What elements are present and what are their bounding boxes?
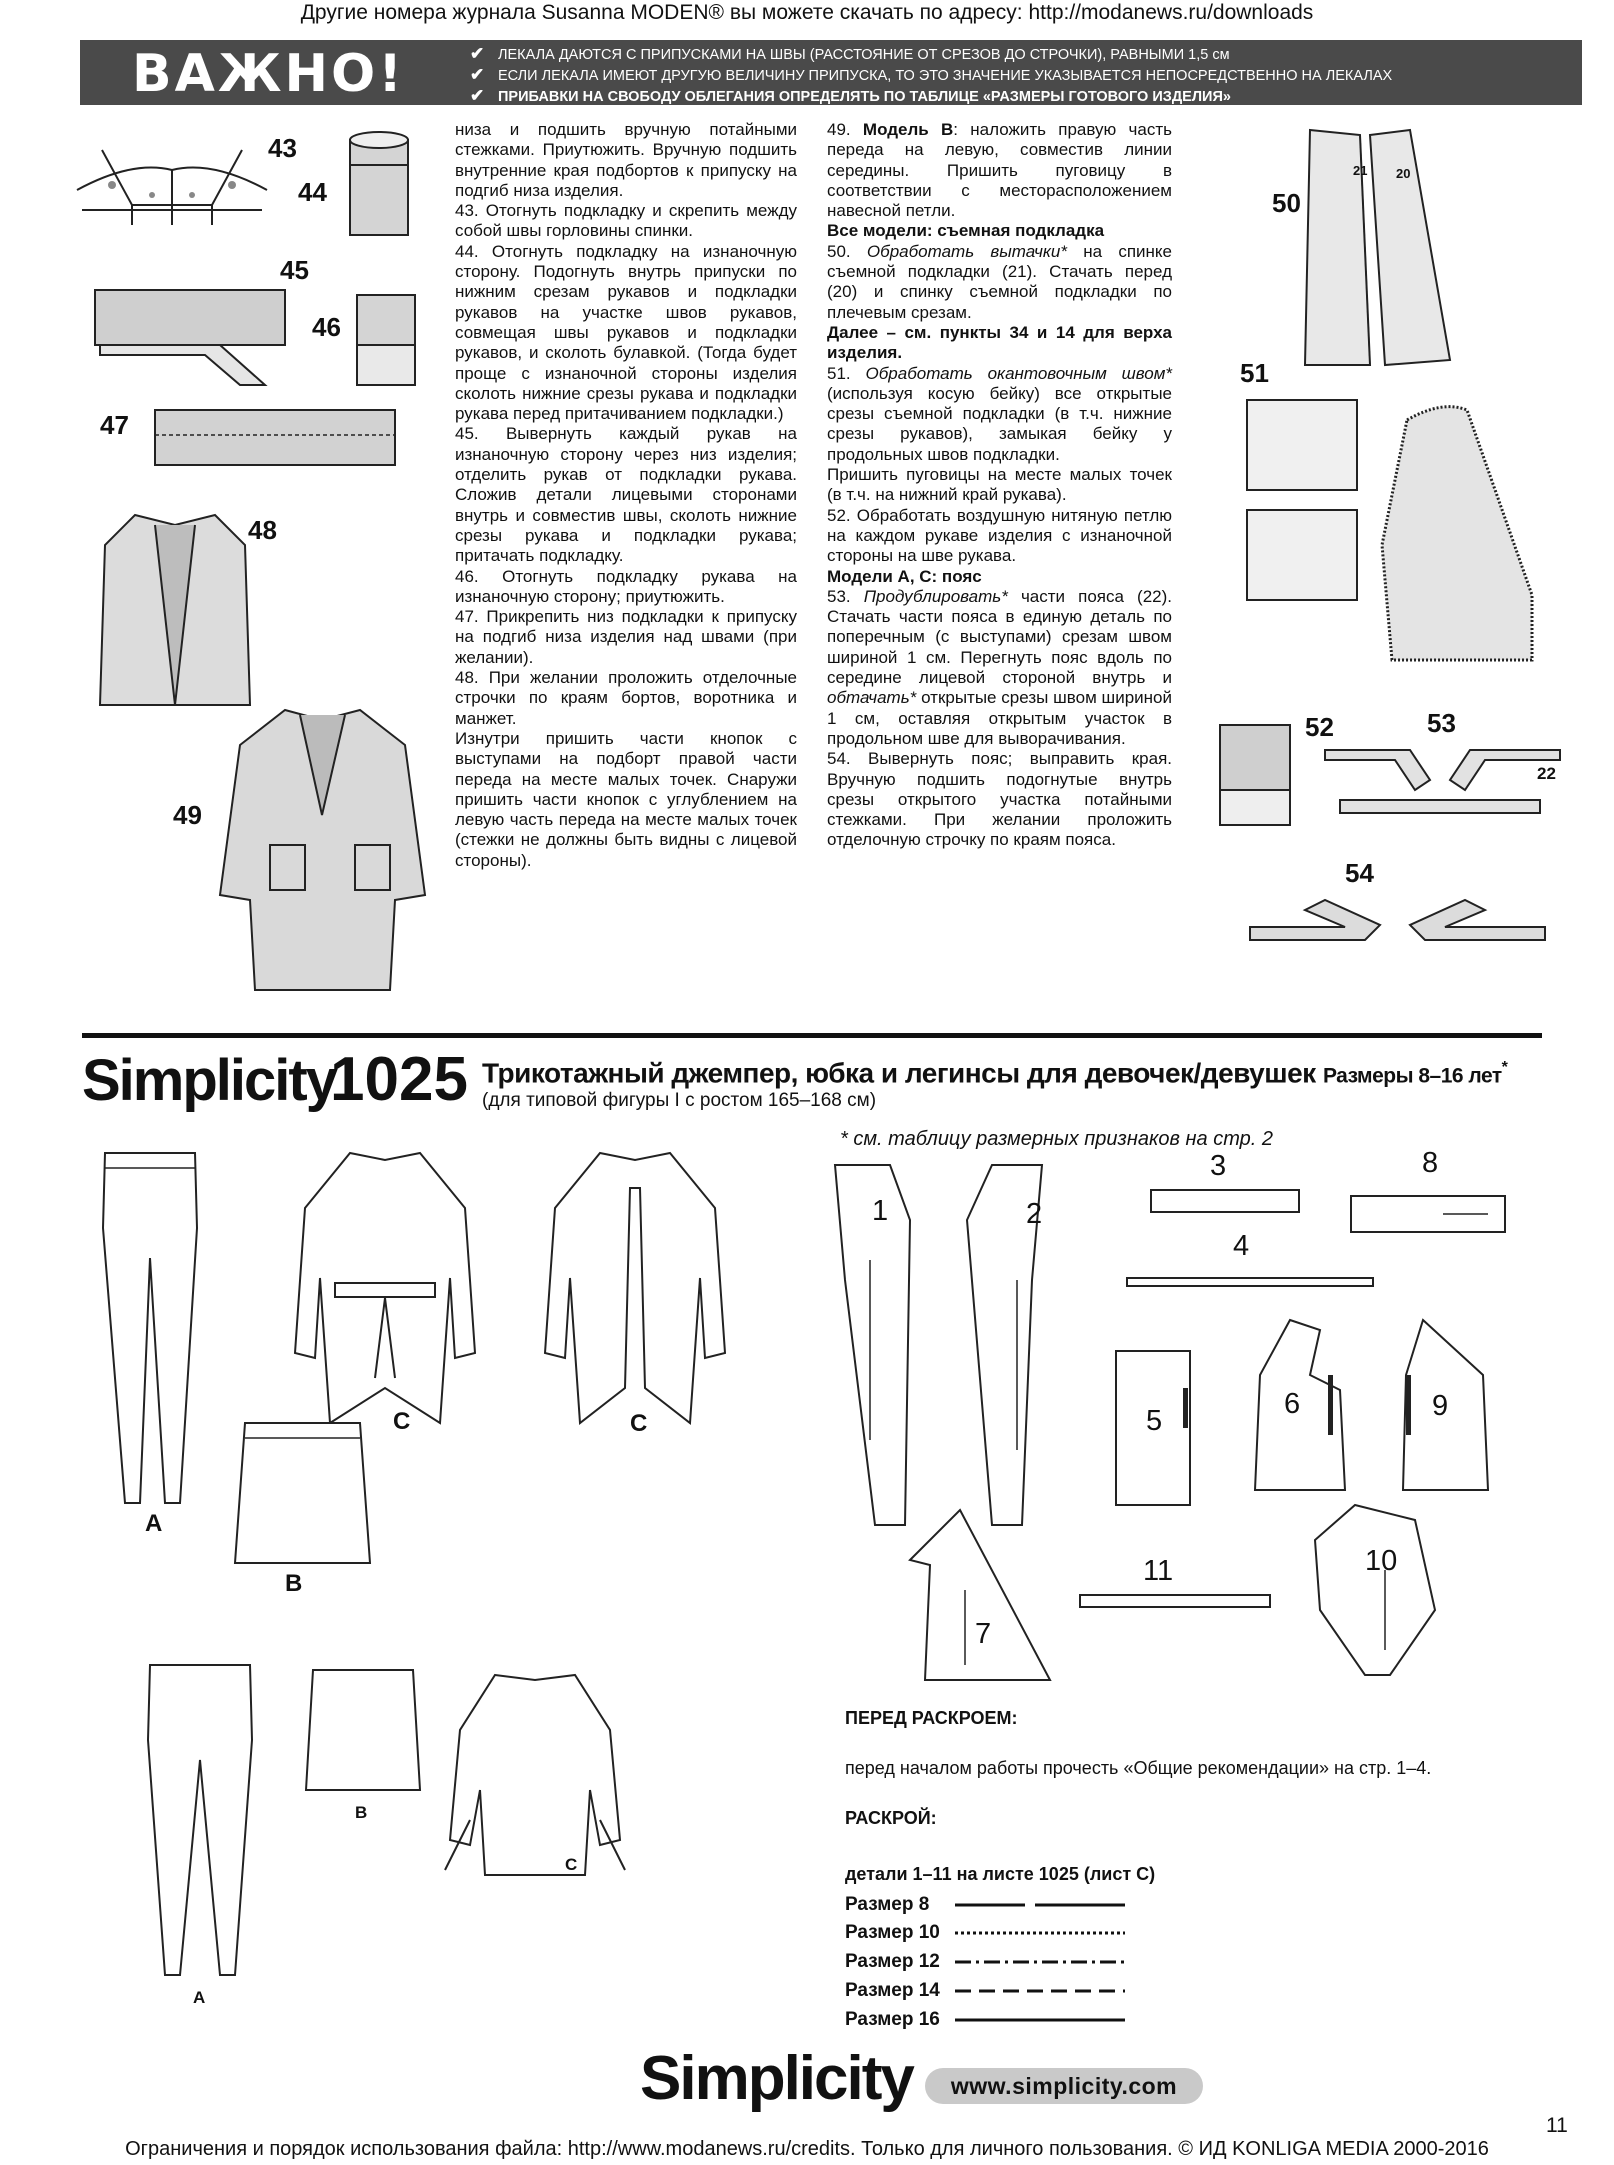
pattern-piece-7: [905, 1505, 1055, 1685]
size-16-legend: Размер 16: [845, 2009, 940, 2030]
pattern-piece-2: [962, 1160, 1062, 1530]
view-a-leggings-drawing: [95, 1148, 205, 1508]
view-letter-c: C: [393, 1408, 411, 1435]
pattern-piece-4: [1125, 1276, 1375, 1290]
pattern-piece-8: [1348, 1193, 1508, 1235]
piece-number-3: 3: [1210, 1150, 1227, 1182]
step-54: 54. Вывернуть пояс; выправить края. Вручную подшить подогнутые внутрь срезы открытого участка потайными стежками. При желании проложить отделочную строчку по краям пояса.: [827, 749, 1172, 850]
piece-number-6: 6: [1284, 1388, 1301, 1420]
col1-paragraph: 46. Отогнуть подкладку рукава на изнаночную сторону; приутюжить.: [455, 566, 797, 606]
check-icon: ✔: [470, 86, 485, 105]
heading-next-steps: Далее – см. пункты 34 и 14 для верха изделия.: [827, 322, 1172, 363]
piece-number-10: 10: [1365, 1545, 1398, 1577]
page-number: 11: [1546, 2114, 1568, 2137]
banner-note-3: ✔ ПРИБАВКИ НА СВОБОДУ ОБЛЕГАНИЯ ОПРЕДЕЛЯТЬ ПО ТАБЛИЦЕ «РАЗМЕРЫ ГОТОВОГО ИЗДЕЛИЯ»: [470, 86, 1231, 105]
instructions-column-1: [455, 120, 797, 871]
figure-50-illustration: [1300, 120, 1460, 370]
piece-number-2: 2: [1026, 1198, 1043, 1230]
size-8-legend: Размер 8: [845, 1894, 930, 1915]
size-12-legend: Размер 12: [845, 1951, 940, 1972]
figure-47-illustration: [150, 405, 400, 475]
instructions-column-2: [827, 120, 1172, 851]
back-view-top-drawing: [440, 1670, 630, 1880]
piece-number-4: 4: [1233, 1230, 1250, 1262]
back-view-skirt-drawing: [303, 1665, 423, 1795]
step-49: 49. Модель В: наложить правую часть переда на левую, совместив линии середины. Пришить пуговицу в соответствии с месторасположением навесной петли.: [827, 120, 1172, 221]
view-letter-c-back: C: [565, 1855, 578, 1874]
figure-45-illustration: [90, 285, 290, 390]
step-53: 53. Продублировать* части пояса (22). Стачать части пояса в единую деталь по поперечным (с выступами) срезам швом шириной 1 см. Перегнуть пояс вдоль по середине лицевой стороной внутрь и обтачать* открытые срезы швом шириной 1 см, оставляя открытым участок в продольном шве для выворачивания.: [827, 586, 1172, 748]
view-letter-b: B: [285, 1570, 303, 1597]
piece-number-5: 5: [1146, 1405, 1163, 1437]
piece-number-11: 11: [1143, 1555, 1174, 1587]
before-cutting-text: перед началом работы прочесть «Общие рекомендации» на стр. 1–4.: [845, 1758, 1432, 1778]
check-icon: ✔: [470, 65, 485, 84]
col1-paragraph: 45. Вывернуть каждый рукав на изнаночную сторону через низ изделия; отделить рукав от подкладки рукава. Сложив детали лицевыми сторонами внутрь и совместив швы, сколоть нижние срезы рукава и подкладки рукава; притачать подкладку.: [455, 424, 797, 566]
figure-number-44: 44: [298, 177, 327, 207]
size-10-legend: Размер 10: [845, 1922, 940, 1943]
piece-number-8: 8: [1422, 1147, 1439, 1179]
col1-paragraph: 47. Прикрепить низ подкладки к припуску на подгиб низа изделия над швами (при желании).: [455, 607, 797, 667]
cutting-title: РАСКРОЙ:: [845, 1808, 937, 1828]
col1-paragraph: Изнутри пришить части кнопок с выступами на подборт правой части переда на месте малых точек. Снаружи пришить части кнопок с углублением на левую часть переда на месте малых точек (стежки не должны быть видны с лицевой стороны).: [455, 728, 797, 870]
view-letter-a-back: A: [193, 1988, 206, 2007]
piece-number-7: 7: [975, 1618, 992, 1650]
col1-paragraph: 48. При желании проложить отделочные строчки по краям бортов, воротника и манжет.: [455, 668, 797, 728]
figure-number-46: 46: [312, 312, 341, 342]
figure-44-illustration: [345, 125, 415, 240]
figure-number-43: 43: [268, 133, 297, 163]
figure-48-illustration: [95, 505, 255, 725]
back-view-leggings-drawing: [140, 1660, 260, 1980]
figure-number-50: 50: [1272, 188, 1301, 218]
view-c-cardigan-front-drawing: [290, 1148, 480, 1438]
pattern-number: 1025: [330, 1045, 468, 1114]
heading-all-models: Все модели: съемная подкладка: [827, 221, 1105, 241]
figure-53-illustration: [1320, 745, 1565, 835]
figure-number-48: 48: [248, 515, 277, 545]
view-letter-c: C: [630, 1410, 648, 1437]
section-subtitle: (для типовой фигуры I с ростом 165–168 см): [482, 1090, 877, 1111]
view-b-skirt-drawing: [230, 1418, 375, 1568]
piece-label-20: 20: [1396, 166, 1411, 181]
figure-43-illustration: [72, 130, 272, 230]
figure-number-49: 49: [173, 800, 202, 830]
footer-brand-logo: Simplicity: [640, 2044, 913, 2113]
figure-54-illustration: [1245, 895, 1550, 960]
pattern-piece-10: [1310, 1500, 1440, 1680]
important-banner: [80, 40, 1582, 105]
figure-number-47: 47: [100, 410, 129, 440]
view-letter-b-back: B: [355, 1803, 368, 1822]
step-51-buttons: Пришить пуговицы на месте малых точек (в т.ч. на нижний край рукава).: [827, 465, 1172, 505]
piece-label-21: 21: [1353, 163, 1368, 178]
piece-label-22: 22: [1537, 764, 1556, 783]
before-cutting-title: ПЕРЕД РАСКРОЕМ:: [845, 1708, 1018, 1728]
piece-number-1: 1: [872, 1195, 889, 1227]
step-51: 51. Обработать окантовочным швом* (используя косую бейку) все открытые срезы съемной подкладки (в т.ч. нижние срезы рукавов), замыкая бейку у продольных швов подкладки.: [827, 363, 1172, 464]
figure-number-52: 52: [1305, 712, 1334, 742]
view-letter-a: A: [145, 1510, 163, 1537]
size-14-legend: Размер 14: [845, 1980, 940, 2001]
usage-restrictions-note: Ограничения и порядок использования файла: http://www.modanews.ru/credits. Только для личного пользования. © ИД KONLIGA MEDIA 2000-2016: [125, 2138, 1489, 2160]
section-divider: [82, 1033, 1542, 1038]
top-download-note: Другие номера журнала Susanna MODEN® вы можете скачать по адресу: http://modanews.ru/downloads: [300, 1, 1314, 24]
footer-url[interactable]: www.simplicity.com: [925, 2068, 1203, 2104]
section-title: Трикотажный джемпер, юбка и легинсы для девочек/девушек Размеры 8–16 лет*: [482, 1057, 1508, 1089]
section-brand: Simplicity: [82, 1048, 336, 1113]
figure-52-illustration: [1215, 720, 1295, 830]
figure-49-illustration: [215, 695, 430, 995]
banner-notes: [470, 44, 1392, 107]
figure-number-51: 51: [1240, 358, 1269, 388]
step-50: 50. Обработать вытачки* на спинке съемной подкладки (21). Стачать перед (20) и спинку съемной подкладки по плечевым срезам.: [827, 241, 1172, 322]
cutting-sheet-text: детали 1–11 на листе 1025 (лист С): [845, 1864, 1156, 1884]
heading-models-ac: Модели А, С: пояс: [827, 566, 982, 586]
pattern-piece-11: [1078, 1593, 1273, 1611]
figure-51-illustration: [1242, 395, 1542, 665]
figure-46-illustration: [352, 290, 422, 390]
banner-note-2: ✔ ЕСЛИ ЛЕКАЛА ИМЕЮТ ДРУГУЮ ВЕЛИЧИНУ ПРИПУСКА, ТО ЭТО ЗНАЧЕНИЕ УКАЗЫВАЕТСЯ НЕПОСРЕДСТВЕННО НА ЛЕКАЛАХ: [470, 65, 1393, 84]
figure-number-45: 45: [280, 255, 309, 285]
pattern-piece-3: [1148, 1187, 1303, 1217]
figure-number-54: 54: [1345, 858, 1374, 888]
banner-title: ВАЖНО!: [132, 44, 405, 104]
col1-paragraph: 44. Отогнуть подкладку на изнаночную сторону. Подогнуть внутрь припуски по нижним срезам рукавов и подкладки рукавов на участке швов рукавов, совмещая швы рукавов и подкладки рукавов, и сколоть булавкой. (Тогда будет проще с изнаночной стороны изделия сколоть нижние срезы рукава и подкладки рукава перед притачиванием подкладки.): [455, 241, 797, 424]
view-c-cardigan-open-drawing: [540, 1148, 730, 1438]
col1-paragraph: 43. Отогнуть подкладку и скрепить между собой швы горловины спинки.: [455, 201, 797, 241]
step-52: 52. Обработать воздушную нитяную петлю на каждом рукаве изделия с изнаночной стороны на шве рукава.: [827, 505, 1172, 566]
banner-note-1: ✔ ЛЕКАЛА ДАЮТСЯ С ПРИПУСКАМИ НА ШВЫ (РАССТОЯНИЕ ОТ СРЕЗОВ ДО СТРОЧКИ), РАВНЫМИ 1,5 см: [470, 44, 1230, 63]
piece-number-9: 9: [1432, 1390, 1449, 1422]
figure-number-53: 53: [1427, 708, 1456, 738]
col1-paragraph: низа и подшить вручную потайными стежками. Приутюжить. Вручную подшить внутренние края подбортов к припуску на подгиб низа изделия.: [455, 120, 797, 200]
size-table-footnote: * см. таблицу размерных признаков на стр. 2: [840, 1128, 1273, 1150]
check-icon: ✔: [470, 44, 485, 63]
